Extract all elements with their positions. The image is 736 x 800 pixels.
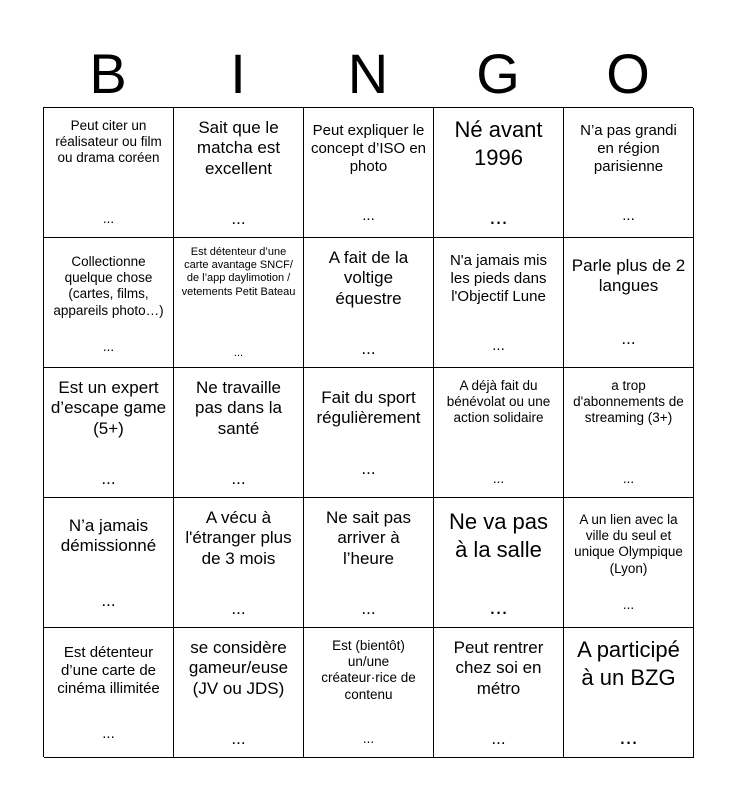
cell-dots: ... xyxy=(489,594,508,619)
cell-text: Ne va pas à la salle xyxy=(448,509,549,562)
cell-dots: ... xyxy=(362,731,375,746)
bingo-cell[interactable] xyxy=(564,238,694,368)
bingo-cell[interactable] xyxy=(564,498,694,628)
bingo-cell[interactable] xyxy=(44,498,174,628)
cell-dots: ... xyxy=(361,459,376,478)
cell-dots: ... xyxy=(101,591,116,610)
bingo-cell[interactable] xyxy=(174,238,304,368)
cell-dots: ... xyxy=(622,471,635,486)
cell-text: Peut expliquer le concept d’ISO en photo xyxy=(310,122,427,175)
cell-text: Est (bientôt) un/une créateur·rice de contenu xyxy=(321,638,416,702)
cell-text: Sait que le matcha est excellent xyxy=(196,118,281,178)
cell-text: Peut citer un réalisateur ou film ou drama coréen xyxy=(55,118,162,166)
bingo-cell[interactable] xyxy=(564,108,694,238)
cell-dots: ... xyxy=(491,729,506,748)
cell-text: A participé à un BZG xyxy=(577,637,680,690)
cell-text: Fait du sport régulièrement xyxy=(316,388,421,428)
bingo-cell[interactable] xyxy=(434,368,564,498)
cell-text: A un lien avec la ville du seul et unique Olympique (Lyon) xyxy=(574,512,683,576)
bingo-cell[interactable] xyxy=(44,368,174,498)
cell-text: A fait de la voltige équestre xyxy=(328,248,409,308)
bingo-cell[interactable] xyxy=(564,368,694,498)
cell-text: Ne sait pas arriver à l’heure xyxy=(325,508,412,568)
cell-text: Peut rentrer chez soi en métro xyxy=(453,638,544,698)
bingo-cell[interactable] xyxy=(44,108,174,238)
cell-text: Est détenteur d’une carte de cinéma illimitée xyxy=(57,644,160,697)
cell-dots: ... xyxy=(231,209,246,228)
cell-dots: ... xyxy=(619,724,638,749)
cell-dots: ... xyxy=(361,599,376,618)
header-letter-g: G xyxy=(476,42,520,105)
cell-text: N'a jamais mis les pieds dans l'Objectif Lune xyxy=(449,252,548,305)
bingo-grid xyxy=(43,107,693,757)
header-letter-o: O xyxy=(606,42,650,105)
cell-dots: ... xyxy=(231,599,246,618)
cell-text: N’a jamais démissionné xyxy=(60,516,157,556)
bingo-cell[interactable] xyxy=(304,108,434,238)
cell-text: N’a pas grandi en région parisienne xyxy=(580,122,677,175)
bingo-cell[interactable] xyxy=(434,238,564,368)
bingo-cell[interactable] xyxy=(564,628,694,758)
cell-dots: ... xyxy=(492,471,505,486)
bingo-cell[interactable] xyxy=(174,498,304,628)
cell-text: Est un expert d’escape game (5+) xyxy=(50,378,167,438)
bingo-cell[interactable] xyxy=(174,628,304,758)
cell-dots: ... xyxy=(102,725,115,742)
cell-text: Collectionne quelque chose (cartes, films, appareils photo…) xyxy=(53,254,164,318)
cell-dots: ... xyxy=(622,207,635,224)
header-letter-b: B xyxy=(89,42,127,105)
cell-dots: ... xyxy=(362,207,375,224)
cell-dots: ... xyxy=(231,729,246,748)
bingo-cell[interactable] xyxy=(304,238,434,368)
cell-text: se considère gameur/euse (JV ou JDS) xyxy=(188,638,289,698)
bingo-cell[interactable] xyxy=(44,238,174,368)
cell-dots: ... xyxy=(102,339,115,354)
bingo-cell[interactable] xyxy=(44,628,174,758)
cell-dots: ... xyxy=(102,211,115,226)
cell-text: Parle plus de 2 langues xyxy=(571,256,686,296)
cell-text: a trop d'abonnements de streaming (3+) xyxy=(573,378,684,426)
cell-dots: ... xyxy=(233,347,244,359)
cell-dots: ... xyxy=(361,339,376,358)
cell-dots: ... xyxy=(492,337,505,354)
bingo-cell[interactable] xyxy=(304,498,434,628)
cell-dots: ... xyxy=(489,204,508,229)
cell-dots: ... xyxy=(101,469,116,488)
header-letter-n: N xyxy=(347,42,389,105)
cell-dots: ... xyxy=(231,469,246,488)
bingo-cell[interactable] xyxy=(304,628,434,758)
bingo-cell[interactable] xyxy=(434,498,564,628)
bingo-cell[interactable] xyxy=(434,108,564,238)
bingo-header xyxy=(43,40,693,108)
cell-text: Est détenteur d’une carte avantage SNCF/ de l’app daylimotion / vetements Petit Bateau xyxy=(181,246,296,298)
cell-text: Né avant 1996 xyxy=(454,117,543,170)
bingo-cell[interactable] xyxy=(174,108,304,238)
bingo-cell[interactable] xyxy=(304,368,434,498)
cell-text: A vécu à l'étranger plus de 3 mois xyxy=(185,508,292,568)
cell-text: Ne travaille pas dans la santé xyxy=(195,378,282,438)
cell-dots: ... xyxy=(621,329,636,348)
bingo-cell[interactable] xyxy=(174,368,304,498)
cell-dots: ... xyxy=(622,597,635,612)
header-letter-i: I xyxy=(230,42,246,105)
cell-text: A déjà fait du bénévolat ou une action solidaire xyxy=(446,378,551,426)
bingo-cell[interactable] xyxy=(434,628,564,758)
